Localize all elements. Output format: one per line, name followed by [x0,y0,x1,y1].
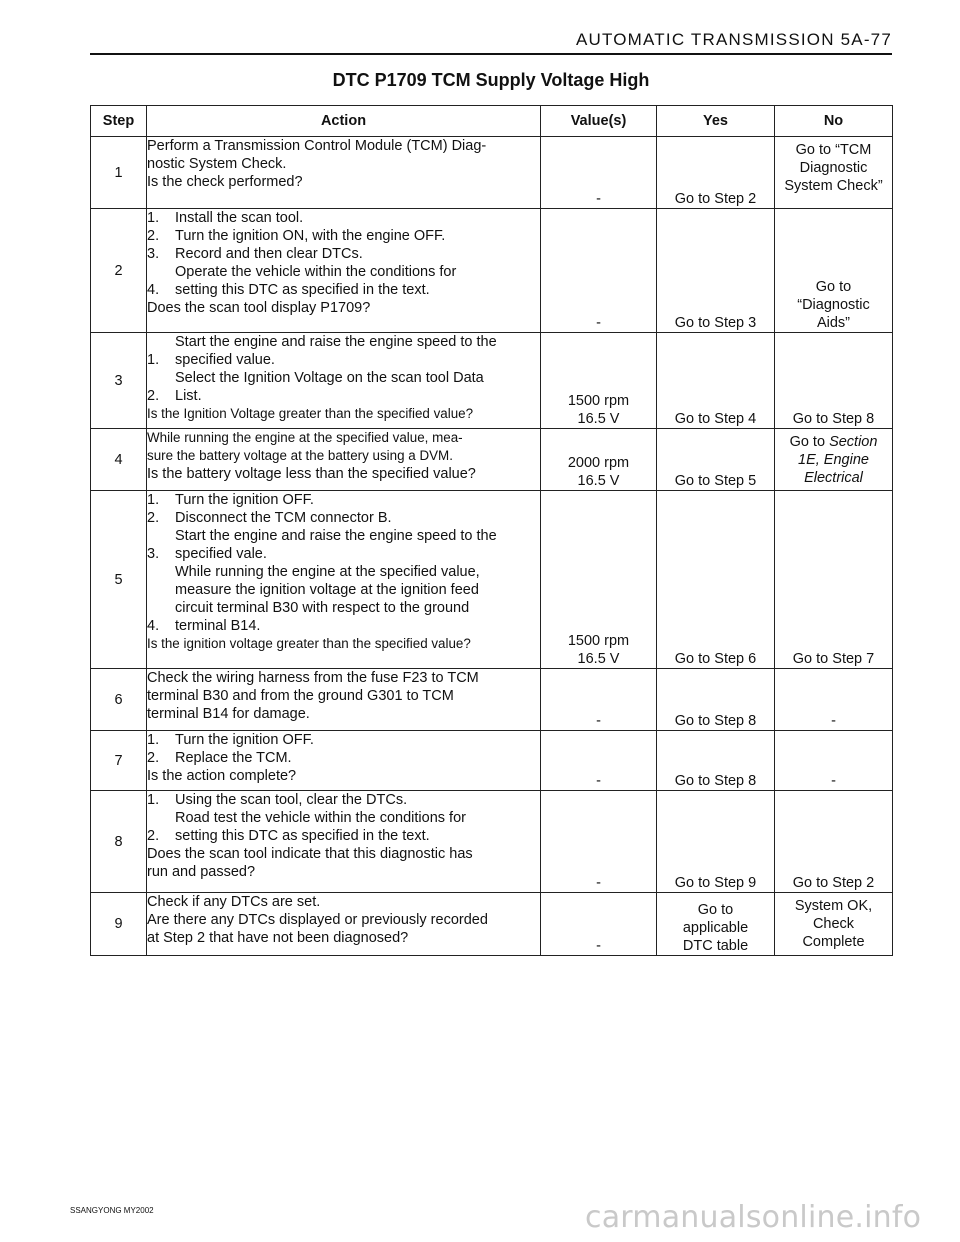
list-number: 1. [147,492,160,508]
table-row [91,209,893,333]
list-text: Using the scan tool, clear the DTCs. [175,792,408,808]
yes-cell [657,333,775,429]
list-number: 1. [147,352,160,368]
value-cell [541,731,657,791]
action-text: Does the scan tool display P1709? [147,300,371,316]
footer-model: SSANGYONG MY2002 [70,1206,154,1215]
value-cell [541,137,657,209]
yes-text: Go to Step 8 [674,773,757,789]
value-text: - [596,875,601,891]
yes-cell [657,893,775,956]
action-list-item [147,209,540,227]
list-number: 1. [147,792,160,808]
list-text: Disconnect the TCM connector B. [175,510,392,526]
action-text: Perform a Transmission Control Module (TCM) Diag- nostic System Check. [147,138,487,172]
list-number: 3. [147,246,160,262]
value-text: - [596,713,601,729]
yes-cell [657,669,775,731]
yes-cell [657,791,775,893]
step-number: 2 [91,209,147,333]
no-text [790,433,878,487]
action-cell [147,209,541,333]
action-text: Is the battery voltage less than the specified value? [147,466,476,482]
list-text: Record and then clear DTCs. [175,246,363,262]
value-text: - [596,315,601,331]
value-cell [541,491,657,669]
action-list-item [147,563,540,635]
yes-text: Go to Step 2 [674,191,757,207]
action-cell [147,491,541,669]
action-cell [147,429,541,491]
yes-text: Go to Step 8 [674,713,757,729]
action-list-item [147,509,540,527]
section-reference: Section 1E, Engine Electrical [798,434,878,486]
yes-cell [657,731,775,791]
list-text: Turn the ignition ON, with the engine OFF. [175,228,446,244]
action-cell [147,137,541,209]
table-header-row [91,106,893,137]
yes-text: Go to Step 3 [674,315,757,331]
no-cell [775,209,893,333]
action-text: Is the check performed? [147,174,303,190]
list-text: Turn the ignition OFF. [175,492,314,508]
no-cell [775,491,893,669]
no-cell [775,893,893,956]
step-number: 8 [91,791,147,893]
step-number: 3 [91,333,147,429]
list-text: Replace the TCM. [175,750,292,766]
step-number: 5 [91,491,147,669]
table-row [91,429,893,491]
action-list-item [147,227,540,245]
list-number: 3. [147,546,160,562]
no-text-prefix: Go to [789,434,830,450]
yes-text: Go to Step 4 [674,411,757,427]
step-number: 7 [91,731,147,791]
list-text: Select the Ignition Voltage on the scan tool Data List. [175,370,484,404]
yes-text: Go to applicable DTC table [682,902,749,954]
header-rule [90,53,892,55]
no-text: System OK, Check Complete [794,898,873,950]
step-number: 9 [91,893,147,956]
table-row [91,669,893,731]
action-text: While running the engine at the specified value, mea- sure the battery voltage at the battery using a DVM. [147,430,463,463]
step-number: 1 [91,137,147,209]
table-row [91,491,893,669]
action-list-item [147,245,540,263]
value-text: 1500 rpm 16.5 V [567,633,630,667]
list-number: 2. [147,828,160,844]
value-cell [541,893,657,956]
action-text: Is the ignition voltage greater than the specified value? [147,636,471,651]
table-row [91,791,893,893]
column-header-action: Action [147,106,541,137]
list-text: Start the engine and raise the engine speed to the specified value. [175,334,497,368]
page-title: DTC P1709 TCM Supply Voltage High [332,70,650,90]
column-header-no: No [775,106,893,137]
list-number: 2. [147,750,160,766]
no-text: - [831,713,836,729]
no-cell [775,429,893,491]
list-text: Road test the vehicle within the conditions for setting this DTC as specified in the text. [175,810,466,844]
value-text: - [596,773,601,789]
list-text: Install the scan tool. [175,210,304,226]
yes-cell [657,209,775,333]
action-text: Check if any DTCs are set. [147,894,321,910]
yes-cell [657,491,775,669]
action-cell [147,731,541,791]
value-cell [541,333,657,429]
value-cell [541,209,657,333]
action-text: Is the Ignition Voltage greater than the specified value? [147,406,474,421]
no-text: Go to “TCM Diagnostic System Check” [784,142,883,194]
action-list-item [147,731,540,749]
value-text: 2000 rpm 16.5 V [567,455,630,489]
list-text: Start the engine and raise the engine speed to the specified vale. [175,528,497,562]
action-text: Is the action complete? [147,768,297,784]
action-cell [147,893,541,956]
value-text: 1500 rpm 16.5 V [567,393,630,427]
action-list-item [147,749,540,767]
list-number: 1. [147,732,160,748]
diagnostic-table [90,105,893,956]
action-list-item [147,809,540,845]
action-cell [147,791,541,893]
table-row [91,137,893,209]
no-cell [775,791,893,893]
action-list-item [147,491,540,509]
list-number: 1. [147,210,160,226]
yes-text: Go to Step 9 [674,875,757,891]
action-text: Does the scan tool indicate that this diagnostic has run and passed? [147,846,473,880]
list-number: 4. [147,282,160,298]
table-row [91,893,893,956]
yes-text: Go to Step 5 [674,473,757,489]
value-text: - [596,191,601,207]
action-text: Check the wiring harness from the fuse F23 to TCM terminal B30 and from the ground G301 to TCM terminal B14 for damage. [147,670,479,722]
value-cell [541,791,657,893]
no-text: Go to Step 7 [792,651,875,667]
value-text: - [596,938,601,954]
no-text: Go to Step 2 [792,875,875,891]
no-text: Go to Step 8 [792,411,875,427]
yes-cell [657,137,775,209]
column-header-yes: Yes [657,106,775,137]
list-number: 2. [147,388,160,404]
list-number: 4. [147,618,160,634]
action-list-item [147,791,540,809]
action-list-item [147,263,540,299]
no-cell [775,333,893,429]
step-number: 4 [91,429,147,491]
value-cell [541,669,657,731]
watermark: carmanualsonline.info [585,1200,922,1235]
column-header-step: Step [91,106,147,137]
no-text: - [831,773,836,789]
yes-cell [657,429,775,491]
list-text: While running the engine at the specified value, measure the ignition voltage at the ignition feed circuit terminal B30 with respect to the ground terminal B14. [175,564,480,634]
action-cell [147,669,541,731]
list-number: 2. [147,510,160,526]
step-number: 6 [91,669,147,731]
table-row [91,731,893,791]
column-header-values: Value(s) [541,106,657,137]
table-row [91,333,893,429]
action-list-item [147,369,540,405]
action-text: Are there any DTCs displayed or previously recorded at Step 2 that have not been diagnosed? [147,912,488,946]
list-text: Turn the ignition OFF. [175,732,314,748]
no-cell [775,731,893,791]
table-body [91,137,893,956]
action-list-item [147,527,540,563]
value-cell [541,429,657,491]
list-number: 2. [147,228,160,244]
no-cell [775,137,893,209]
no-text: Go to “Diagnostic Aids” [797,279,870,331]
no-cell [775,669,893,731]
yes-text: Go to Step 6 [674,651,757,667]
list-text: Operate the vehicle within the conditions for setting this DTC as specified in the text. [175,264,457,298]
action-cell [147,333,541,429]
section-title: AUTOMATIC TRANSMISSION 5A-77 [575,30,892,49]
action-list-item [147,333,540,369]
